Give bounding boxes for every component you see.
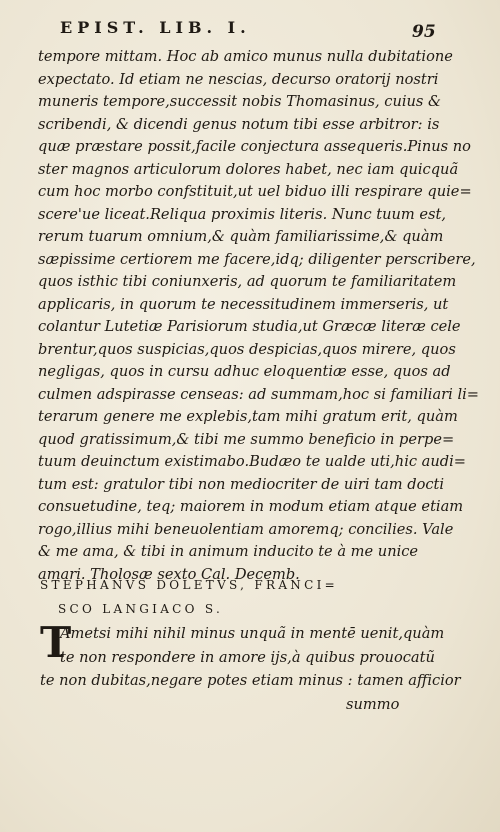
text-line: & me ama, & tibi in animum inducito te à me unice xyxy=(38,543,419,560)
text-line: muneris tempore,successit nobis Thomasinus, cuius & xyxy=(38,93,442,110)
text-line: cum hoc morbo confstituit,ut uel biduo illi respirare quie= xyxy=(38,183,472,200)
text-line: tuum deuinctum existimabo.Budæo te ualde uti,hic audi= xyxy=(38,453,467,470)
text-line: scere'ue liceat.Reliqua proximis literis. Nunc tuum est, xyxy=(38,205,447,223)
text-line: quos isthic tibi coniunxeris, ad quorum te familiaritatem xyxy=(38,273,457,290)
text-line: quæ præstare possit,facile conjectura assequeris.Pinus no xyxy=(38,138,471,155)
text-line: tum est: gratulor tibi non mediocriter de uiri tam docti xyxy=(38,475,445,493)
text-line: sæpissime certiorem me facere,idq; diligenter perscribere, xyxy=(38,250,476,268)
running-title: EPIST. LIB. I. xyxy=(60,18,251,37)
text-line: brentur,quos suspicias,quos despicias,quos mirere, quos xyxy=(38,340,456,358)
text-line: Ametsi mihi nihil minus unquã in mentē uenit,quàm xyxy=(60,625,445,642)
catchword: summo xyxy=(346,695,400,713)
page-number: 95 xyxy=(412,22,436,42)
letter-body xyxy=(38,46,480,586)
text-line: negligas, quos in cursu adhuc eloquentiæ esse, quos ad xyxy=(38,363,451,380)
text-line: ster magnos articulorum dolores habet, nec iam quicquã xyxy=(38,160,459,178)
next-letter-body xyxy=(40,618,461,716)
text-line: amari. Tholosæ sexto Cal. Decemb. xyxy=(38,565,300,583)
drop-capital: T xyxy=(40,618,72,667)
text-line: culmen adspirasse censeas: ad summam,hoc si familiari li= xyxy=(38,385,480,403)
text-line: colantur Lutetiæ Parisiorum studia,ut Græcæ literæ cele xyxy=(38,318,461,335)
text-line: expectato. Id etiam ne nescias, decurso oratorij nostri xyxy=(38,70,439,88)
text-line: tempore mittam. Hoc ab amico munus nulla dubitatione xyxy=(38,48,453,65)
text-line: scribendi, & dicendi genus notum tibi esse arbitror: is xyxy=(38,115,440,133)
text-line: rogo,illius mihi beneuolentiam amoremq; concilies. Vale xyxy=(38,520,454,538)
text-line: consuetudine, teq; maiorem in modum etiam atque etiam xyxy=(38,498,464,515)
text-line: te non respondere in amore ijs,à quibus prouocatũ xyxy=(60,648,435,666)
text-line: quod gratissimum,& tibi me summo beneficio in perpe= xyxy=(38,430,455,448)
salutation-line-1: STEPHANVS DOLETVS, FRANCI= xyxy=(40,578,338,592)
text-line: terarum genere me explebis,tam mihi gratum erit, quàm xyxy=(38,408,458,425)
salutation-line-2: SCO LANGIACO S. xyxy=(58,602,224,616)
text-line: rerum tuarum omnium,& quàm familiarissime,& quàm xyxy=(38,228,444,245)
text-line: te non dubitas,negare potes etiam minus : tamen afficior xyxy=(40,672,461,689)
text-line: applicaris, in quorum te necessitudinem immerseris, ut xyxy=(38,295,449,313)
